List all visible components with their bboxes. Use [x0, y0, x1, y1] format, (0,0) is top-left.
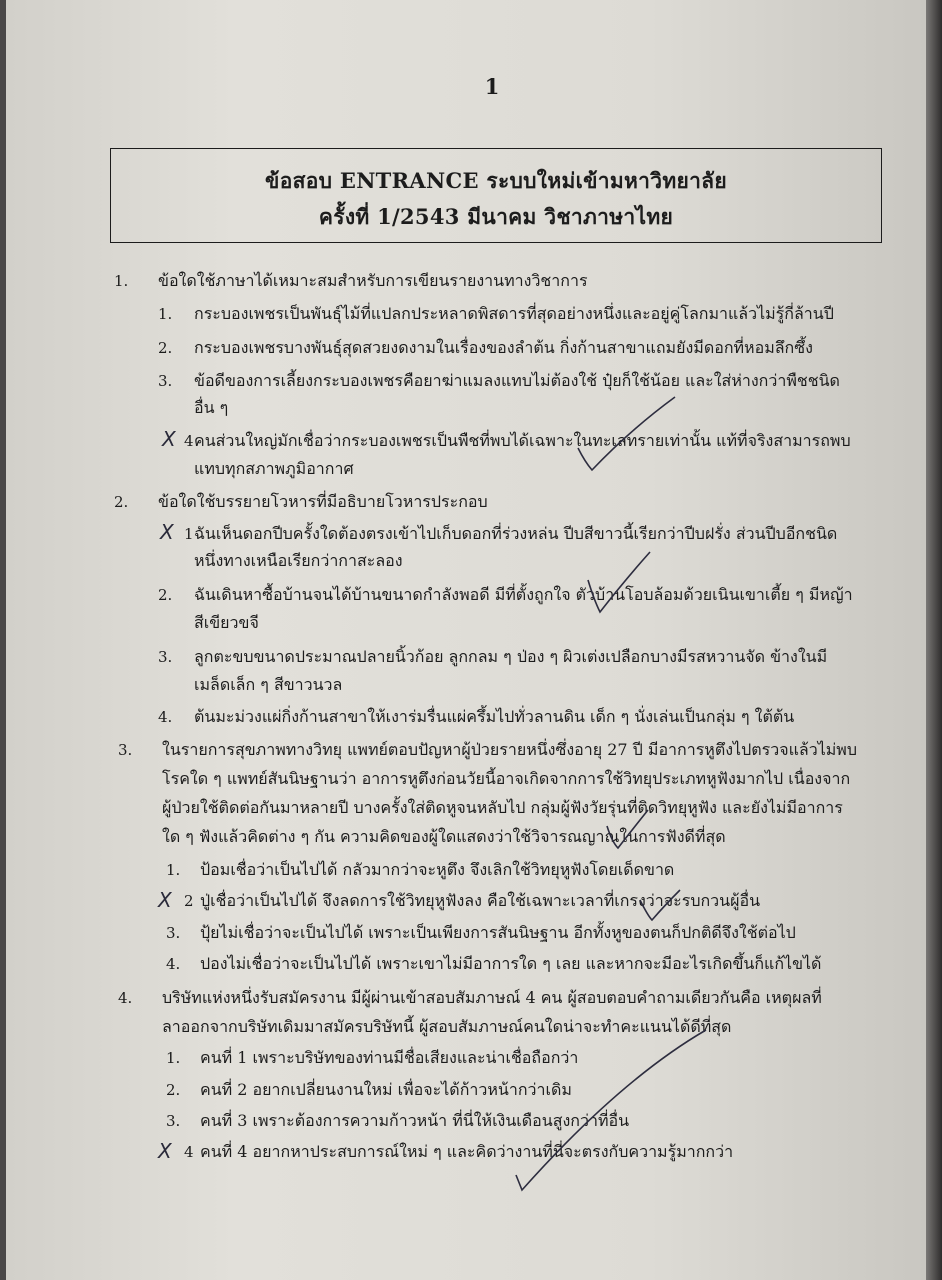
question-stem: ใด ๆ ฟังแล้วคิดต่าง ๆ กัน ความคิดของผู้ใดแสดงว่าใช้วิจารณญาณในการฟังดีที่สุด: [162, 827, 726, 846]
choice-number: 3.: [166, 1112, 181, 1130]
question-stem: ข้อใดใช้บรรยายโวหารที่มีอธิบายโวหารประกอบ: [158, 492, 488, 511]
handwritten-x-mark: X: [158, 1139, 172, 1163]
choice-number: 1.: [166, 861, 181, 879]
handwritten-x-mark: X: [158, 888, 172, 912]
question-number: 3.: [118, 741, 133, 759]
choice-text: คนที่ 1 เพราะบริษัทของท่านมีชื่อเสียงและน่าเชื่อถือกว่า: [200, 1048, 579, 1067]
question-stem: ผู้ป่วยใช้ติดต่อกันมาหลายปี บางครั้งใส่ติดหูจนหลับไป กลุ่มผู้ฟังวัยรุ่นที่ติดวิทยุหูฟัง และยังไม่มีอาการ: [162, 798, 843, 817]
exam-title-line-2: ครั้งที่ 1/2543 มีนาคม วิชาภาษาไทย: [318, 204, 674, 229]
checkmark-stroke: [607, 810, 648, 848]
choice-text: ปองไม่เชื่อว่าจะเป็นไปได้ เพราะเขาไม่มีอาการใด ๆ เลย และหากจะมีอะไรเกิดขึ้นก็แก้ไขได้: [200, 954, 822, 973]
question-stem: โรคใด ๆ แพทย์สันนิษฐานว่า อาการหูตึงก่อนวัยนี้อาจเกิดจากการใช้วิทยุประเภทหูฟังมากไป เนื่องจาก: [162, 769, 851, 788]
choice-text: ต้นมะม่วงแผ่กิ่งก้านสาขาให้เงาร่มรื่นแผ่ครึ้มไปทั่วลานดิน เด็ก ๆ นั่งเล่นเป็นกลุ่ม ๆ ใต้ต้น: [194, 707, 795, 726]
handwritten-x-mark: X: [162, 427, 176, 451]
question-number: 4.: [118, 989, 133, 1007]
choice-text: กระบองเพชรเป็นพันธุ์ไม้ที่แปลกประหลาดพิสดารที่สุดอย่างหนึ่งและอยู่คู่โลกมาแล้วไม่รู้กี่ล้านปี: [194, 304, 834, 323]
page-number: 1: [484, 74, 500, 99]
checkmark-stroke: [588, 552, 650, 612]
exam-title-line-1: ข้อสอบ ENTRANCE ระบบใหม่เข้ามหาวิทยาลัย: [265, 168, 727, 193]
question-stem: ในรายการสุขภาพทางวิทยุ แพทย์ตอบปัญหาผู้ป่วยรายหนึ่งซึ่งอายุ 27 ปี มีอาการหูตึงไปตรวจแล้วไม่พบ: [162, 740, 857, 759]
choice-number: 2.: [158, 339, 173, 357]
choice-number: 3.: [158, 648, 173, 666]
choice-number: 4.: [166, 955, 181, 973]
question-number: 2.: [114, 493, 129, 511]
choice-text: หนึ่งทางเหนือเรียกว่ากาสะลอง: [194, 551, 403, 570]
choice-number: 1.: [158, 305, 173, 323]
checkmark-stroke: [578, 397, 675, 470]
choice-text: สีเขียวขจี: [194, 613, 259, 632]
choice-text: เมล็ดเล็ก ๆ สีขาวนวล: [194, 675, 343, 694]
choice-text: อื่น ๆ: [194, 398, 229, 417]
choice-text: ปุ้ยไม่เชื่อว่าจะเป็นไปได้ เพราะเป็นเพียงการสันนิษฐาน อีกทั้งหูของตนก็ปกติดีจึงใช้ต่อไป: [200, 923, 796, 942]
question-stem: บริษัทแห่งหนึ่งรับสมัครงาน มีผู้ผ่านเข้าสอบสัมภาษณ์ 4 คน ผู้สอบตอบคำถามเดียวกันคือ เหตุผลที่: [162, 988, 822, 1007]
choice-text: คนที่ 2 อยากเปลี่ยนงานใหม่ เพื่อจะได้ก้าวหน้ากว่าเดิม: [200, 1080, 572, 1099]
choice-number: 3.: [158, 372, 173, 390]
choice-number: 2: [184, 892, 194, 910]
choice-text: คนที่ 4 อยากหาประสบการณ์ใหม่ ๆ และคิดว่างานที่นี่จะตรงกับความรู้มากกว่า: [200, 1142, 734, 1161]
question-number: 1.: [114, 272, 129, 290]
choice-text: ข้อดีของการเลี้ยงกระบองเพชรคือยาฆ่าแมลงแทบไม่ต้องใช้ ปุ๋ยก็ใช้น้อย และใส่ห่างกว่าพืชชนิด: [194, 371, 840, 390]
choice-number: 1: [184, 525, 194, 543]
choice-number: 4: [184, 1143, 194, 1161]
choice-number: 4.: [158, 708, 173, 726]
choice-text: ปู่เชื่อว่าเป็นไปได้ จึงลดการใช้วิทยุหูฟังลง คือใช้เฉพาะเวลาที่เกรงว่าจะรบกวนผู้อื่น: [200, 891, 761, 910]
choice-text: แทบทุกสภาพภูมิอากาศ: [194, 459, 354, 478]
checkmark-stroke: [640, 890, 680, 920]
choice-number: 2.: [158, 586, 173, 604]
question-stem: ลาออกจากบริษัทเดิมมาสมัครบริษัทนี้ ผู้สอบสัมภาษณ์คนใดน่าจะทำคะแนนได้ดีที่สุด: [162, 1017, 732, 1036]
choice-text: กระบองเพชรบางพันธุ์สุดสวยงดงามในเรื่องของลำต้น กิ่งก้านสาขาแถมยังมีดอกที่หอมลึกซึ้ง: [194, 338, 813, 357]
choice-text: คนที่ 3 เพราะต้องการความก้าวหน้า ที่นี่ให้เงินเดือนสูงกว่าที่อื่น: [200, 1111, 630, 1130]
choice-number: 3.: [166, 924, 181, 942]
choice-number: 4: [184, 432, 194, 450]
checkmark-stroke: [516, 1030, 706, 1190]
handwritten-x-mark: X: [160, 520, 174, 544]
choice-text: ป้อมเชื่อว่าเป็นไปได้ กลัวมากว่าจะหูตึง จึงเลิกใช้วิทยุหูฟังโดยเด็ดขาด: [200, 860, 675, 879]
choice-text: ฉันเห็นดอกปีบครั้งใดต้องตรงเข้าไปเก็บดอกที่ร่วงหล่น ปีบสีขาวนี้เรียกว่าปีบฝรั่ง ส่วนปีบอีกชนิด: [194, 524, 838, 543]
choice-number: 1.: [166, 1049, 181, 1067]
choice-text: คนส่วนใหญ่มักเชื่อว่ากระบองเพชรเป็นพืชที่พบได้เฉพาะในทะเลทรายเท่านั้น แท้ที่จริงสามารถพบ: [194, 431, 851, 450]
choice-text: ฉันเดินหาซื้อบ้านจนได้บ้านขนาดกำลังพอดี มีที่ตั้งถูกใจ ตัวบ้านโอบล้อมด้วยเนินเขาเตี้ย ๆ มีหญ้า: [194, 585, 853, 604]
choice-number: 2.: [166, 1081, 181, 1099]
choice-text: ลูกตะขบขนาดประมาณปลายนิ้วก้อย ลูกกลม ๆ ป่อง ๆ ผิวเต่งเปลือกบางมีรสหวานจัด ข้างในมี: [194, 647, 828, 666]
question-stem: ข้อใดใช้ภาษาได้เหมาะสมสำหรับการเขียนรายงานทางวิชาการ: [158, 271, 588, 290]
